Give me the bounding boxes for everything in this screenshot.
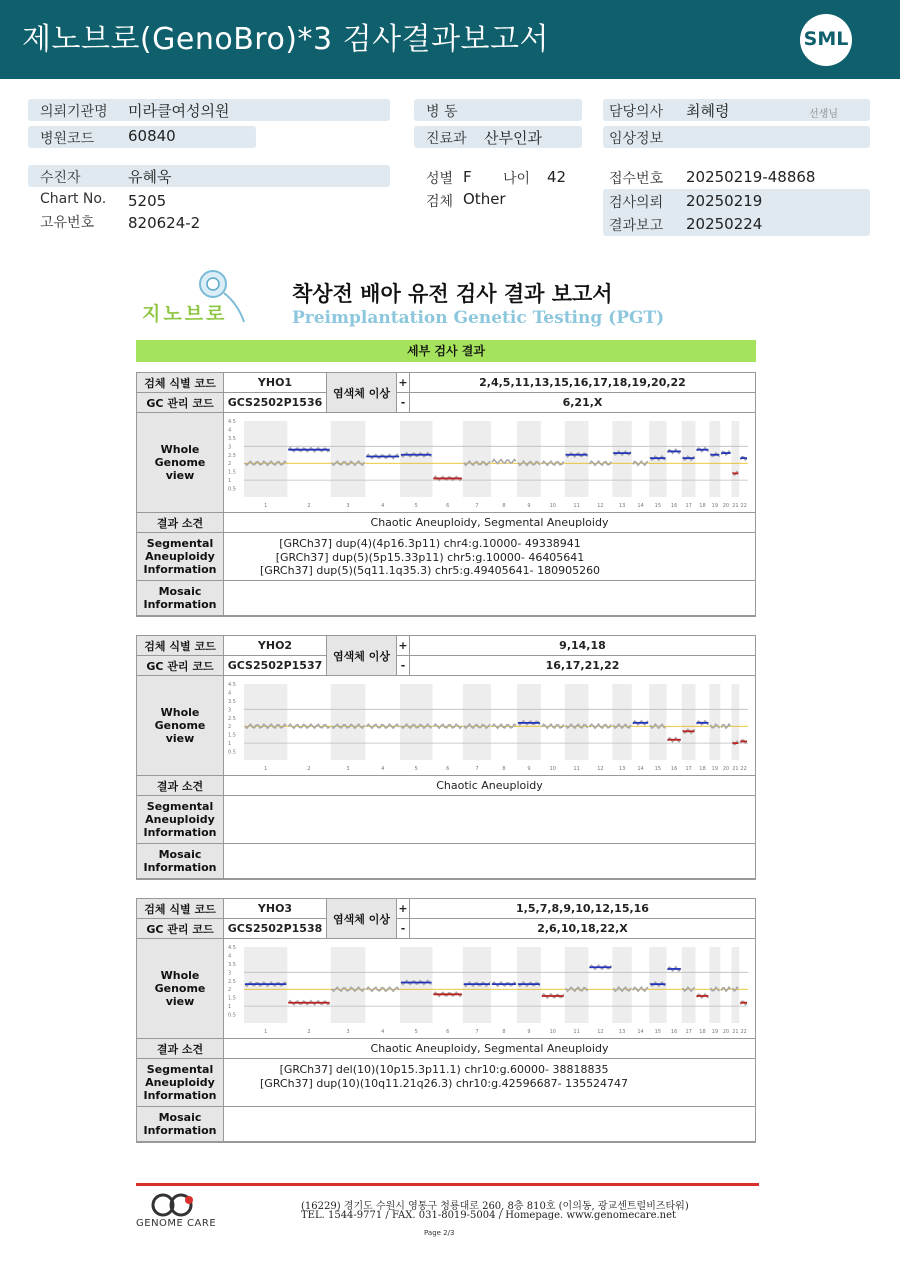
gain-chromosomes: 2,4,5,11,13,15,16,17,18,19,20,22 (410, 373, 756, 393)
report-date-value: 20250224 (686, 215, 763, 233)
y-tick-label: 4.5 (228, 682, 236, 688)
segmental-line: [GRCh37] dup(10)(10q11.21q26.3) chr10:g.42596687- 135524747 (260, 1076, 629, 1090)
x-tick-label: 19 (711, 766, 719, 772)
segmental-info (224, 533, 756, 581)
y-tick-label: 1.5 (228, 995, 236, 1002)
segmental-lines (260, 537, 600, 578)
result-value: Chaotic Aneuploidy (224, 776, 756, 796)
hospital-code-label: 병원코드 (40, 131, 95, 147)
segmental-label-line: Information (143, 826, 217, 839)
x-tick-label: 13 (618, 766, 626, 772)
mosaic-label (137, 844, 224, 879)
sample-id-label: 검체 식별 코드 (137, 899, 224, 919)
y-tick-label: 3.5 (228, 961, 236, 968)
y-tick-label: 2 (228, 461, 232, 468)
x-tick-label: 16 (670, 1029, 678, 1035)
receipt-value: 20250219-48868 (686, 168, 816, 186)
x-tick-label: 6 (446, 503, 450, 509)
chromosome-band (565, 684, 589, 760)
y-tick-label: 4 (228, 953, 232, 960)
y-tick-label: 2 (228, 724, 232, 731)
segmental-info (224, 796, 756, 844)
doctor-label: 담당의사 (609, 104, 664, 120)
footer-contact: TEL. 1544-9771 / FAX. 031-8019-5004 / Homepage. www.genomecare.net (301, 1210, 677, 1221)
copy-number-points (434, 724, 462, 728)
chromosome-band (565, 421, 589, 497)
x-tick-label: 1 (264, 766, 268, 772)
segmental-label-line: Segmental (146, 800, 214, 813)
genome-chart (226, 678, 751, 774)
x-tick-label: 22 (740, 503, 747, 509)
x-tick-label: 11 (573, 766, 580, 772)
segmental-line: [GRCh37] dup(4)(4p16.3p11) chr4:g.10000- 49338941 (279, 537, 581, 550)
x-tick-label: 9 (527, 766, 531, 772)
loss-sign: - (397, 919, 410, 939)
chrom-abn-label: 염색체 이상 (327, 899, 397, 939)
mosaic-label-line: Mosaic (158, 1111, 202, 1124)
y-tick-label: 3.5 (228, 698, 236, 705)
x-tick-label: 5 (414, 766, 418, 772)
y-tick-label: 2 (228, 987, 232, 994)
segmental-label (137, 533, 224, 581)
chromosome-band (331, 947, 366, 1023)
x-tick-label: 13 (618, 503, 626, 509)
x-tick-label: 22 (740, 766, 747, 772)
loss-sign: - (397, 656, 410, 676)
x-tick-label: 21 (732, 1029, 739, 1035)
segmental-info (224, 1059, 756, 1107)
x-tick-label: 18 (699, 503, 706, 509)
x-tick-label: 12 (597, 766, 604, 772)
footer-divider (136, 1183, 759, 1186)
chart-label: Chart No. (40, 191, 107, 207)
segmental-label (137, 1059, 224, 1107)
y-tick-label: 1 (228, 741, 232, 748)
chromosome-band (331, 684, 366, 760)
footer-address: (16229) 경기도 수원시 영통구 청룡대로 260, 8층 810호 (이의동, 광교센트럴비즈타워) (301, 1201, 689, 1212)
x-tick-label: 4 (381, 766, 385, 772)
x-tick-label: 21 (732, 503, 739, 509)
whole-genome-label-line: view (165, 995, 195, 1008)
institution-label: 의뢰기관명 (40, 104, 108, 120)
x-tick-label: 8 (502, 766, 506, 772)
age-value: 42 (547, 168, 567, 186)
chromosome-band (331, 421, 366, 497)
x-tick-label: 7 (475, 1029, 479, 1035)
x-tick-label: 9 (527, 1029, 531, 1035)
age-label: 나이 (503, 171, 531, 187)
x-tick-label: 2 (307, 503, 311, 509)
chrom-abn-label: 염색체 이상 (327, 636, 397, 676)
chromosome-band (612, 947, 632, 1023)
y-tick-label: 4 (228, 427, 232, 434)
chromosome-band (649, 684, 666, 760)
segmental-label-line: Information (143, 563, 217, 576)
specimen-label: 검체 (426, 194, 454, 210)
y-tick-label: 0.5 (228, 749, 236, 756)
chromosome-band (400, 947, 433, 1023)
sample-id-value: YHO3 (224, 899, 327, 919)
report-header (0, 0, 900, 79)
chromosome-band (682, 684, 696, 760)
y-tick-label: 2.5 (228, 715, 236, 722)
x-tick-label: 1 (264, 1029, 268, 1035)
x-tick-label: 10 (549, 503, 556, 509)
x-tick-label: 20 (722, 766, 730, 772)
y-tick-label: 4.5 (228, 945, 236, 951)
ward-label: 병 동 (426, 104, 458, 120)
x-tick-label: 21 (732, 766, 739, 772)
x-tick-label: 6 (446, 1029, 450, 1035)
unique-value: 820624-2 (128, 214, 201, 232)
result-label: 결과 소견 (137, 776, 224, 796)
x-tick-label: 10 (549, 1029, 556, 1035)
unique-label: 고유번호 (40, 215, 95, 231)
mosaic-label-line: Mosaic (158, 585, 202, 598)
chromosome-band (732, 947, 740, 1023)
whole-genome-label-line: Genome (154, 456, 206, 469)
whole-genome-label (137, 676, 224, 776)
y-tick-label: 2.5 (228, 978, 236, 985)
x-tick-label: 17 (685, 1029, 692, 1035)
sex-label: 성별 (426, 171, 454, 187)
whole-genome-label-line: Genome (154, 982, 206, 995)
segmental-label-line: Aneuploidy (145, 550, 215, 563)
gc-code-value: GCS2502P1538 (224, 919, 327, 939)
y-tick-label: 3.5 (228, 435, 236, 442)
segmental-line: [GRCh37] del(10)(10p15.3p11.1) chr10:g.60000- 38818835 (279, 1063, 609, 1076)
patient-value: 유혜욱 (128, 168, 172, 186)
sex-value: F (463, 168, 472, 186)
x-tick-label: 14 (637, 503, 644, 509)
segmental-label-line: Information (143, 1089, 217, 1102)
doctor-suffix: 선생님 (809, 109, 838, 120)
gain-sign: + (397, 373, 410, 393)
segmental-label (137, 796, 224, 844)
whole-genome-plot (224, 413, 756, 513)
y-tick-label: 3 (228, 444, 232, 451)
mosaic-label-line: Mosaic (158, 848, 202, 861)
segmental-lines (260, 1063, 628, 1090)
gc-code-label: GC 관리 코드 (137, 393, 224, 413)
whole-genome-label-line: view (165, 732, 195, 745)
y-tick-label: 0.5 (228, 1012, 236, 1019)
chromosome-band (244, 684, 287, 760)
x-tick-label: 18 (699, 1029, 706, 1035)
x-tick-label: 15 (654, 1029, 662, 1035)
sample-id-label: 검체 식별 코드 (137, 373, 224, 393)
x-tick-label: 9 (527, 503, 531, 509)
sample-table (136, 898, 756, 1143)
chromosome-band (612, 421, 632, 497)
chromosome-band (709, 684, 720, 760)
sample-id-label: 검체 식별 코드 (137, 636, 224, 656)
x-tick-label: 5 (414, 503, 418, 509)
mosaic-label (137, 1107, 224, 1142)
chromosome-band (612, 684, 632, 760)
chromosome-band (463, 684, 491, 760)
report-subtitle: Preimplantation Genetic Testing (PGT) (292, 308, 665, 328)
chromosome-band (709, 421, 720, 497)
chromosome-band (244, 421, 287, 497)
x-tick-label: 14 (637, 1029, 644, 1035)
x-tick-label: 4 (381, 1029, 385, 1035)
result-value: Chaotic Aneuploidy, Segmental Aneuploidy (224, 513, 756, 533)
x-tick-label: 19 (711, 1029, 719, 1035)
y-tick-label: 4 (228, 690, 232, 697)
genome-chart (226, 415, 751, 511)
sample-table (136, 635, 756, 880)
x-tick-label: 2 (307, 1029, 311, 1035)
x-tick-label: 15 (654, 766, 662, 772)
patient-label: 수진자 (40, 170, 81, 186)
genobro-logo-text: 지노브로 (142, 303, 228, 325)
mosaic-info (224, 1107, 756, 1142)
mosaic-label-line: Information (143, 598, 217, 611)
page-number: Page 2/3 (424, 1229, 455, 1237)
x-tick-label: 3 (346, 766, 350, 772)
x-tick-label: 19 (711, 503, 719, 509)
genome-chart (226, 941, 751, 1037)
y-tick-label: 1 (228, 1004, 232, 1011)
whole-genome-plot (224, 676, 756, 776)
copy-number-points (288, 724, 329, 728)
x-tick-label: 10 (549, 766, 556, 772)
x-tick-label: 3 (346, 503, 350, 509)
mosaic-info (224, 581, 756, 616)
whole-genome-label-line: Whole (160, 443, 200, 456)
gc-code-label: GC 관리 코드 (137, 656, 224, 676)
mosaic-label-line: Information (143, 861, 217, 874)
segmental-label-line: Segmental (146, 537, 214, 550)
x-tick-label: 11 (573, 1029, 580, 1035)
result-label: 결과 소견 (137, 513, 224, 533)
loss-chromosomes: 6,21,X (410, 393, 756, 413)
y-tick-label: 2.5 (228, 452, 236, 459)
request-label: 검사의뢰 (609, 195, 664, 211)
loss-sign: - (397, 393, 410, 413)
x-tick-label: 3 (346, 1029, 350, 1035)
x-tick-label: 20 (722, 503, 730, 509)
section-title: 세부 검사 결과 (136, 340, 756, 362)
mosaic-label-line: Information (143, 1124, 217, 1137)
institution-value: 미라클여성의원 (128, 102, 230, 120)
x-tick-label: 6 (446, 766, 450, 772)
x-tick-label: 2 (307, 766, 311, 772)
x-tick-label: 11 (573, 503, 580, 509)
chrom-abn-label: 염색체 이상 (327, 373, 397, 413)
x-tick-label: 16 (670, 503, 678, 509)
whole-genome-plot (224, 939, 756, 1039)
chart-value: 5205 (128, 192, 167, 210)
gc-code-value: GCS2502P1537 (224, 656, 327, 676)
department-value: 산부인과 (484, 129, 542, 147)
segmental-label-line: Aneuploidy (145, 813, 215, 826)
whole-genome-label-line: Whole (160, 706, 200, 719)
segmental-label-line: Aneuploidy (145, 1076, 215, 1089)
chromosome-band (463, 421, 491, 497)
x-tick-label: 17 (685, 766, 692, 772)
x-tick-label: 12 (597, 503, 604, 509)
x-tick-label: 20 (722, 1029, 730, 1035)
x-tick-label: 22 (740, 1029, 747, 1035)
x-tick-label: 13 (618, 1029, 626, 1035)
result-value: Chaotic Aneuploidy, Segmental Aneuploidy (224, 1039, 756, 1059)
request-value: 20250219 (686, 192, 763, 210)
chromosome-band (400, 684, 433, 760)
department-label: 진료과 (426, 131, 467, 147)
x-tick-label: 4 (381, 503, 385, 509)
genobro-logo (140, 268, 250, 328)
chromosome-band (709, 947, 720, 1023)
chromosome-band (682, 947, 696, 1023)
gain-sign: + (397, 899, 410, 919)
chromosome-band (400, 421, 433, 497)
whole-genome-label (137, 939, 224, 1039)
x-tick-label: 17 (685, 503, 692, 509)
x-tick-label: 12 (597, 1029, 604, 1035)
result-label: 결과 소견 (137, 1039, 224, 1059)
chromosome-band (732, 684, 740, 760)
gain-sign: + (397, 636, 410, 656)
chromosome-band (565, 947, 589, 1023)
y-tick-label: 1 (228, 478, 232, 485)
segmental-line: [GRCh37] dup(5)(5p15.33p11) chr5:g.10000- 46405641 (275, 550, 585, 564)
whole-genome-label-line: Genome (154, 719, 206, 732)
whole-genome-label-line: Whole (160, 969, 200, 982)
y-tick-label: 1.5 (228, 469, 236, 476)
x-tick-label: 15 (654, 503, 662, 509)
clinical-label: 임상정보 (609, 131, 664, 147)
report-date-label: 결과보고 (609, 218, 664, 234)
sample-table (136, 372, 756, 617)
x-tick-label: 18 (699, 766, 706, 772)
x-tick-label: 5 (414, 1029, 418, 1035)
x-tick-label: 7 (475, 503, 479, 509)
x-tick-label: 16 (670, 766, 678, 772)
gain-chromosomes: 1,5,7,8,9,10,12,15,16 (410, 899, 756, 919)
mosaic-label (137, 581, 224, 616)
report-title: 착상전 배아 유전 검사 결과 보고서 (292, 282, 613, 306)
gc-code-label: GC 관리 코드 (137, 919, 224, 939)
gain-chromosomes: 9,14,18 (410, 636, 756, 656)
whole-genome-label (137, 413, 224, 513)
x-tick-label: 7 (475, 766, 479, 772)
specimen-value: Other (463, 190, 506, 208)
x-tick-label: 8 (502, 1029, 506, 1035)
chromosome-band (517, 421, 541, 497)
loss-chromosomes: 16,17,21,22 (410, 656, 756, 676)
x-tick-label: 8 (502, 503, 506, 509)
genome-care-name: GENOME CARE (136, 1218, 217, 1229)
gc-code-value: GCS2502P1536 (224, 393, 327, 413)
y-tick-label: 0.5 (228, 486, 236, 493)
hospital-code-value: 60840 (128, 127, 176, 145)
segmental-line: [GRCh37] dup(5)(5q11.1q35.3) chr5:g.49405641- 180905260 (260, 564, 601, 577)
x-tick-label: 14 (637, 766, 644, 772)
chromosome-band (732, 421, 740, 497)
sample-id-value: YHO2 (224, 636, 327, 656)
y-tick-label: 3 (228, 970, 232, 977)
receipt-label: 접수번호 (609, 171, 664, 187)
y-tick-label: 4.5 (228, 419, 236, 425)
whole-genome-label-line: view (165, 469, 195, 482)
x-tick-label: 1 (264, 503, 268, 509)
y-tick-label: 3 (228, 707, 232, 714)
y-tick-label: 1.5 (228, 732, 236, 739)
loss-chromosomes: 2,6,10,18,22,X (410, 919, 756, 939)
sample-id-value: YHO1 (224, 373, 327, 393)
sml-logo: SML (800, 14, 852, 66)
doctor-value: 최혜령 (686, 102, 730, 120)
segmental-label-line: Segmental (146, 1063, 214, 1076)
report-header-title: 제노브로(GenoBro)*3 검사결과보고서 (22, 22, 549, 57)
mosaic-info (224, 844, 756, 879)
